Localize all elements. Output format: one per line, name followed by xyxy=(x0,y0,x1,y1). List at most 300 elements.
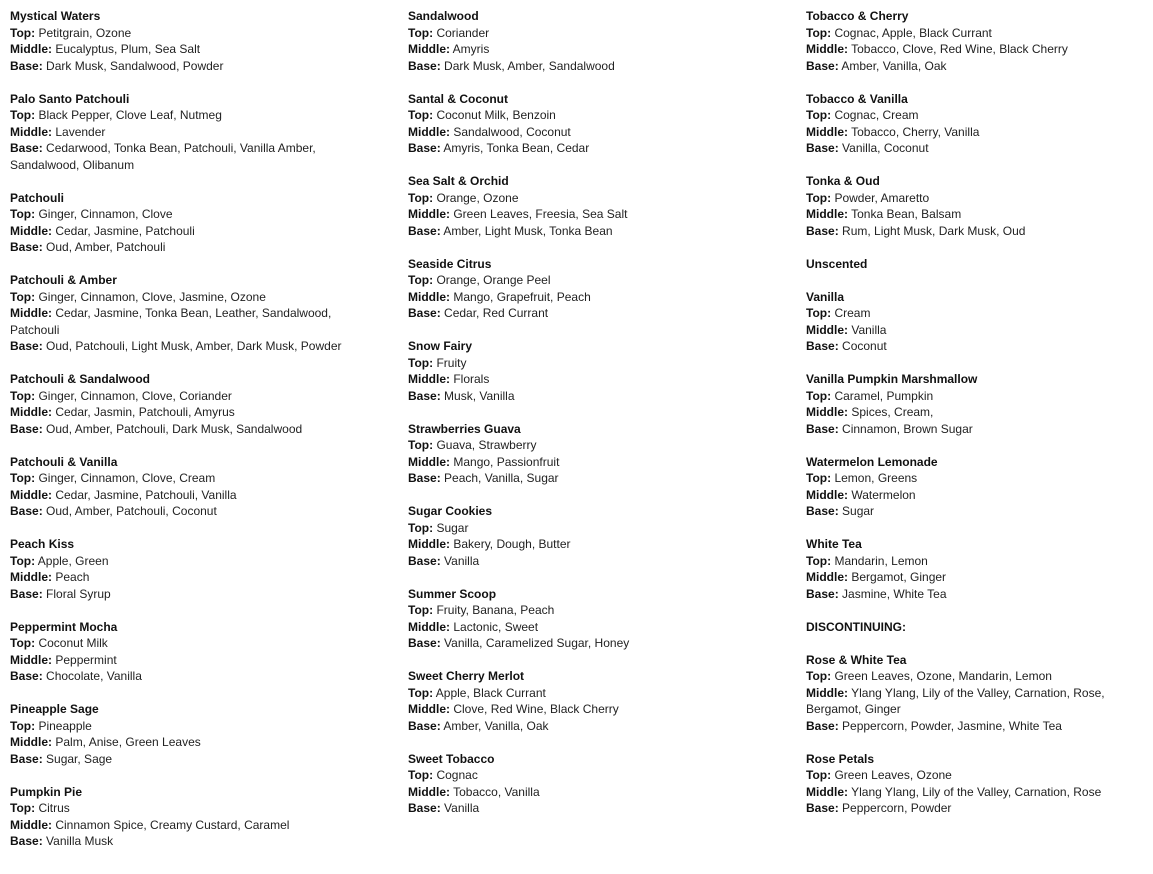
middle-notes-label: Middle: xyxy=(408,454,450,469)
top-notes-line xyxy=(408,107,778,124)
middle-notes-value: Cedar, Jasmine, Patchouli xyxy=(55,223,195,238)
base-notes-label: Base: xyxy=(10,586,43,601)
base-notes-line xyxy=(10,58,370,75)
base-notes-label: Base: xyxy=(408,801,441,815)
base-notes-label: Base: xyxy=(10,504,43,518)
scent-name: Patchouli & Amber xyxy=(10,273,117,287)
middle-notes-value: Mango, Passionfruit xyxy=(453,454,560,469)
base-notes-value: Musk, Vanilla xyxy=(444,388,515,403)
top-notes-line xyxy=(806,668,1146,685)
base-notes-value: Amber, Vanilla, Oak xyxy=(841,58,947,73)
top-notes-value: Mandarin, Lemon xyxy=(834,553,928,568)
top-notes-line xyxy=(10,800,370,817)
base-notes-line xyxy=(806,140,1146,157)
base-notes-line xyxy=(10,586,370,603)
middle-notes-line xyxy=(806,404,1146,421)
scent-name: Pineapple Sage xyxy=(10,702,99,716)
scent-entry xyxy=(806,289,1146,355)
middle-notes-value: Tobacco, Cherry, Vanilla xyxy=(851,124,980,139)
middle-notes-line xyxy=(408,536,778,553)
middle-notes-label: Middle: xyxy=(806,570,848,584)
middle-notes-line xyxy=(408,371,778,388)
middle-notes-value: Clove, Red Wine, Black Cherry xyxy=(453,702,619,716)
scent-name: Mystical Waters xyxy=(10,9,101,23)
top-notes-label: Top: xyxy=(408,520,434,535)
base-notes-line xyxy=(408,718,778,735)
middle-notes-label: Middle: xyxy=(408,372,450,386)
middle-notes-label: Middle: xyxy=(806,207,848,221)
base-notes-label: Base: xyxy=(10,751,43,766)
scent-entry xyxy=(408,586,778,652)
scent-entry xyxy=(10,784,370,850)
scent-name: Rose & White Tea xyxy=(806,652,907,667)
top-notes-value: Cognac, Apple, Black Currant xyxy=(834,25,992,40)
scent-column-1 xyxy=(10,8,370,866)
scent-name: Seaside Citrus xyxy=(408,256,492,271)
middle-notes-label: Middle: xyxy=(10,42,52,56)
top-notes-line xyxy=(806,470,1146,487)
top-notes-line xyxy=(408,520,778,537)
middle-notes-label: Middle: xyxy=(806,42,848,56)
scent-name: Tonka & Oud xyxy=(806,174,880,188)
scent-entry xyxy=(408,8,778,74)
middle-notes-line xyxy=(408,206,778,223)
middle-notes-value: Peppermint xyxy=(55,652,117,667)
scent-name: Sweet Tobacco xyxy=(408,751,495,766)
base-notes-label: Base: xyxy=(806,141,839,155)
base-notes-line xyxy=(408,140,778,157)
base-notes-line xyxy=(408,800,778,817)
top-notes-label: Top: xyxy=(408,355,434,370)
top-notes-value: Ginger, Cinnamon, Clove xyxy=(38,207,173,221)
middle-notes-line xyxy=(10,223,370,240)
base-notes-value: Vanilla Musk xyxy=(46,834,114,848)
base-notes-label: Base: xyxy=(408,58,441,73)
top-notes-value: Fruity, Banana, Peach xyxy=(436,603,555,617)
middle-notes-value: Vanilla xyxy=(851,322,887,337)
middle-notes-label: Middle: xyxy=(10,570,52,584)
top-notes-label: Top: xyxy=(408,603,434,617)
base-notes-value: Vanilla, Coconut xyxy=(842,141,929,155)
middle-notes-value: Tobacco, Vanilla xyxy=(453,784,540,799)
middle-notes-line xyxy=(10,652,370,669)
scent-entry xyxy=(10,536,370,602)
base-notes-value: Oud, Amber, Patchouli, Dark Musk, Sandalwood xyxy=(46,421,303,436)
scent-name: DISCONTINUING: xyxy=(806,619,906,634)
middle-notes-value: Florals xyxy=(453,372,490,386)
top-notes-label: Top: xyxy=(10,636,36,650)
base-notes-value: Peach, Vanilla, Sugar xyxy=(444,471,559,485)
base-notes-value: Jasmine, White Tea xyxy=(842,586,947,601)
base-notes-value: Dark Musk, Sandalwood, Powder xyxy=(46,58,224,73)
middle-notes-line xyxy=(10,817,370,834)
top-notes-label: Top: xyxy=(10,471,36,485)
top-notes-value: Black Pepper, Clove Leaf, Nutmeg xyxy=(38,108,222,122)
scent-entry xyxy=(10,91,370,174)
top-notes-value: Coriander xyxy=(436,25,490,40)
base-notes-line xyxy=(806,421,1146,438)
base-notes-label: Base: xyxy=(408,718,441,733)
top-notes-label: Top: xyxy=(806,25,832,40)
top-notes-line xyxy=(10,107,370,124)
top-notes-value: Ginger, Cinnamon, Clove, Cream xyxy=(38,471,216,485)
scent-name: Pumpkin Pie xyxy=(10,784,83,799)
top-notes-label: Top: xyxy=(10,388,36,403)
top-notes-label: Top: xyxy=(10,801,36,815)
top-notes-value: Orange, Ozone xyxy=(436,190,519,205)
scent-entry xyxy=(806,173,1146,239)
scent-entry xyxy=(806,619,1146,636)
middle-notes-label: Middle: xyxy=(806,784,848,799)
top-notes-label: Top: xyxy=(10,718,36,733)
base-notes-line xyxy=(408,635,778,652)
base-notes-line xyxy=(408,305,778,322)
top-notes-line xyxy=(806,388,1146,405)
scent-entry xyxy=(806,536,1146,602)
base-notes-line xyxy=(10,338,370,355)
top-notes-line xyxy=(806,25,1146,42)
middle-notes-line xyxy=(408,619,778,636)
base-notes-line xyxy=(806,338,1146,355)
middle-notes-value: Eucalyptus, Plum, Sea Salt xyxy=(55,42,201,56)
top-notes-value: Powder, Amaretto xyxy=(834,190,930,205)
base-notes-label: Base: xyxy=(408,553,441,568)
top-notes-label: Top: xyxy=(408,438,434,452)
middle-notes-label: Middle: xyxy=(10,223,52,238)
middle-notes-label: Middle: xyxy=(806,487,848,502)
middle-notes-value: Cinnamon Spice, Creamy Custard, Caramel xyxy=(55,817,290,832)
scent-name: Patchouli & Sandalwood xyxy=(10,372,151,386)
base-notes-label: Base: xyxy=(10,421,43,436)
middle-notes-label: Middle: xyxy=(408,207,450,221)
base-notes-label: Base: xyxy=(806,223,839,238)
base-notes-value: Sugar xyxy=(842,504,875,518)
scent-name: Sea Salt & Orchid xyxy=(408,174,509,188)
middle-notes-value: Lactonic, Sweet xyxy=(453,619,539,634)
top-notes-line xyxy=(408,437,778,454)
middle-notes-line xyxy=(806,784,1146,801)
base-notes-value: Coconut xyxy=(842,339,887,353)
top-notes-label: Top: xyxy=(408,685,434,700)
middle-notes-value: Peach xyxy=(55,570,90,584)
base-notes-line xyxy=(408,223,778,240)
base-notes-line xyxy=(806,223,1146,240)
base-notes-value: Amber, Light Musk, Tonka Bean xyxy=(443,223,613,238)
top-notes-value: Pineapple xyxy=(38,718,92,733)
base-notes-line xyxy=(806,718,1146,735)
middle-notes-label: Middle: xyxy=(10,817,52,832)
scent-entry xyxy=(806,652,1146,735)
top-notes-label: Top: xyxy=(408,190,434,205)
base-notes-label: Base: xyxy=(806,718,839,733)
middle-notes-value: Spices, Cream, xyxy=(851,405,934,419)
base-notes-value: Rum, Light Musk, Dark Musk, Oud xyxy=(842,223,1026,238)
top-notes-label: Top: xyxy=(408,108,434,122)
middle-notes-line xyxy=(408,124,778,141)
base-notes-value: Vanilla xyxy=(444,801,480,815)
middle-notes-value: Cedar, Jasmine, Patchouli, Vanilla xyxy=(55,487,237,502)
base-notes-line xyxy=(10,503,370,520)
base-notes-line xyxy=(806,800,1146,817)
base-notes-value: Dark Musk, Amber, Sandalwood xyxy=(444,58,615,73)
middle-notes-label: Middle: xyxy=(10,405,52,419)
middle-notes-label: Middle: xyxy=(408,537,450,551)
middle-notes-label: Middle: xyxy=(408,42,450,56)
base-notes-value: Vanilla, Caramelized Sugar, Honey xyxy=(444,636,630,650)
middle-notes-value: Ylang Ylang, Lily of the Valley, Carnation, Rose xyxy=(851,784,1102,799)
scent-entry xyxy=(10,8,370,74)
middle-notes-value: Cedar, Jasmine, Tonka Bean, Leather, Sandalwood, Patchouli xyxy=(10,306,332,337)
scent-entry xyxy=(408,338,778,404)
top-notes-line xyxy=(408,602,778,619)
scent-entry xyxy=(806,91,1146,157)
scent-name: Summer Scoop xyxy=(408,586,497,601)
middle-notes-label: Middle: xyxy=(806,124,848,139)
middle-notes-line xyxy=(10,734,370,751)
top-notes-label: Top: xyxy=(806,669,832,683)
scent-name: Santal & Coconut xyxy=(408,91,509,106)
base-notes-value: Cinnamon, Brown Sugar xyxy=(842,421,973,436)
base-notes-label: Base: xyxy=(10,834,43,848)
base-notes-value: Oud, Amber, Patchouli xyxy=(46,240,166,254)
scent-entry xyxy=(806,454,1146,520)
scent-entry xyxy=(806,371,1146,437)
middle-notes-line xyxy=(806,124,1146,141)
middle-notes-line xyxy=(10,404,370,421)
scent-entry xyxy=(806,256,1146,273)
scent-entry xyxy=(10,701,370,767)
top-notes-line xyxy=(10,206,370,223)
middle-notes-value: Palm, Anise, Green Leaves xyxy=(55,735,201,749)
top-notes-line xyxy=(10,470,370,487)
scent-entry xyxy=(10,619,370,685)
base-notes-label: Base: xyxy=(10,240,43,254)
top-notes-label: Top: xyxy=(10,207,36,221)
top-notes-label: Top: xyxy=(408,273,434,287)
top-notes-label: Top: xyxy=(10,25,36,40)
middle-notes-line xyxy=(10,305,370,338)
base-notes-label: Base: xyxy=(806,421,839,436)
top-notes-line xyxy=(10,553,370,570)
scent-name: Palo Santo Patchouli xyxy=(10,91,130,106)
base-notes-line xyxy=(806,58,1146,75)
middle-notes-line xyxy=(806,569,1146,586)
base-notes-value: Amyris, Tonka Bean, Cedar xyxy=(443,141,590,155)
top-notes-value: Apple, Green xyxy=(37,553,109,568)
top-notes-line xyxy=(10,289,370,306)
top-notes-line xyxy=(408,190,778,207)
scent-entry xyxy=(10,190,370,256)
scent-entry xyxy=(408,91,778,157)
base-notes-value: Cedar, Red Currant xyxy=(444,306,549,320)
scent-column-3 xyxy=(806,8,1146,833)
base-notes-label: Base: xyxy=(408,306,441,320)
scent-name: Sugar Cookies xyxy=(408,504,493,518)
top-notes-value: Guava, Strawberry xyxy=(436,438,537,452)
scent-name: Peppermint Mocha xyxy=(10,619,118,634)
base-notes-label: Base: xyxy=(806,339,839,353)
base-notes-value: Peppercorn, Powder xyxy=(842,801,952,815)
scent-name: White Tea xyxy=(806,537,862,551)
top-notes-label: Top: xyxy=(806,190,832,205)
base-notes-line xyxy=(10,421,370,438)
top-notes-label: Top: xyxy=(806,553,832,568)
top-notes-line xyxy=(408,25,778,42)
scent-entry xyxy=(806,8,1146,74)
top-notes-value: Caramel, Pumpkin xyxy=(834,388,934,403)
top-notes-value: Fruity xyxy=(436,355,467,370)
scent-entry xyxy=(10,371,370,437)
base-notes-line xyxy=(10,140,370,173)
base-notes-line xyxy=(408,553,778,570)
scent-name: Patchouli xyxy=(10,190,65,205)
top-notes-value: Ginger, Cinnamon, Clove, Coriander xyxy=(38,388,232,403)
top-notes-line xyxy=(806,767,1146,784)
base-notes-label: Base: xyxy=(408,141,441,155)
base-notes-value: Peppercorn, Powder, Jasmine, White Tea xyxy=(842,718,1062,733)
middle-notes-value: Amyris xyxy=(452,42,490,56)
middle-notes-line xyxy=(408,454,778,471)
top-notes-value: Cognac, Cream xyxy=(834,108,919,122)
middle-notes-value: Tobacco, Clove, Red Wine, Black Cherry xyxy=(851,42,1068,56)
top-notes-value: Citrus xyxy=(38,801,70,815)
middle-notes-label: Middle: xyxy=(10,124,52,139)
middle-notes-label: Middle: xyxy=(408,289,450,304)
top-notes-line xyxy=(408,685,778,702)
scent-entry xyxy=(408,421,778,487)
middle-notes-line xyxy=(806,487,1146,504)
scent-entry xyxy=(408,668,778,734)
base-notes-value: Vanilla xyxy=(444,553,480,568)
top-notes-line xyxy=(806,305,1146,322)
base-notes-label: Base: xyxy=(806,801,839,815)
base-notes-line xyxy=(10,833,370,850)
base-notes-line xyxy=(408,58,778,75)
middle-notes-line xyxy=(408,701,778,718)
scent-name: Vanilla Pumpkin Marshmallow xyxy=(806,372,978,386)
top-notes-value: Coconut Milk, Benzoin xyxy=(436,108,556,122)
top-notes-line xyxy=(10,388,370,405)
base-notes-label: Base: xyxy=(408,223,441,238)
base-notes-line xyxy=(806,503,1146,520)
middle-notes-value: Bergamot, Ginger xyxy=(851,570,947,584)
top-notes-value: Apple, Black Currant xyxy=(435,685,546,700)
base-notes-label: Base: xyxy=(10,669,43,683)
top-notes-line xyxy=(806,553,1146,570)
scent-name: Sweet Cherry Merlot xyxy=(408,669,525,683)
middle-notes-line xyxy=(806,41,1146,58)
middle-notes-line xyxy=(10,41,370,58)
middle-notes-label: Middle: xyxy=(408,784,450,799)
scent-name: Peach Kiss xyxy=(10,537,75,551)
base-notes-line xyxy=(10,239,370,256)
top-notes-value: Sugar xyxy=(436,520,469,535)
top-notes-label: Top: xyxy=(10,108,36,122)
base-notes-value: Chocolate, Vanilla xyxy=(46,669,142,683)
base-notes-line xyxy=(806,586,1146,603)
middle-notes-value: Bakery, Dough, Butter xyxy=(453,537,571,551)
top-notes-line xyxy=(806,190,1146,207)
base-notes-label: Base: xyxy=(10,339,43,353)
top-notes-value: Green Leaves, Ozone xyxy=(834,768,952,782)
top-notes-value: Cognac xyxy=(436,768,478,782)
scent-name: Watermelon Lemonade xyxy=(806,454,938,469)
base-notes-line xyxy=(408,388,778,405)
top-notes-value: Orange, Orange Peel xyxy=(436,273,551,287)
top-notes-value: Ginger, Cinnamon, Clove, Jasmine, Ozone xyxy=(38,289,266,304)
scent-name: Vanilla xyxy=(806,289,845,304)
top-notes-label: Top: xyxy=(408,25,434,40)
base-notes-value: Cedarwood, Tonka Bean, Patchouli, Vanilla Amber, Sandalwood, Olibanum xyxy=(10,141,316,172)
middle-notes-label: Middle: xyxy=(10,652,52,667)
middle-notes-label: Middle: xyxy=(806,405,848,419)
top-notes-line xyxy=(408,355,778,372)
middle-notes-label: Middle: xyxy=(806,322,848,337)
base-notes-label: Base: xyxy=(408,471,441,485)
middle-notes-value: Mango, Grapefruit, Peach xyxy=(453,289,591,304)
base-notes-label: Base: xyxy=(10,141,43,155)
base-notes-value: Oud, Patchouli, Light Musk, Amber, Dark Musk, Powder xyxy=(46,339,342,353)
top-notes-value: Coconut Milk xyxy=(38,636,108,650)
scent-entry xyxy=(408,503,778,569)
top-notes-line xyxy=(10,25,370,42)
middle-notes-label: Middle: xyxy=(10,735,52,749)
base-notes-label: Base: xyxy=(806,586,839,601)
top-notes-line xyxy=(10,635,370,652)
middle-notes-value: Sandalwood, Coconut xyxy=(453,124,571,139)
scent-name: Unscented xyxy=(806,256,868,271)
top-notes-label: Top: xyxy=(806,108,832,122)
middle-notes-line xyxy=(408,41,778,58)
middle-notes-line xyxy=(10,569,370,586)
top-notes-label: Top: xyxy=(806,388,832,403)
top-notes-line xyxy=(10,718,370,735)
middle-notes-label: Middle: xyxy=(408,702,450,716)
middle-notes-line xyxy=(408,784,778,801)
scent-entry xyxy=(408,256,778,322)
scent-entry xyxy=(408,751,778,817)
top-notes-value: Cream xyxy=(834,306,871,320)
top-notes-line xyxy=(806,107,1146,124)
base-notes-value: Amber, Vanilla, Oak xyxy=(443,718,549,733)
top-notes-label: Top: xyxy=(408,768,434,782)
top-notes-label: Top: xyxy=(806,471,832,485)
top-notes-value: Petitgrain, Ozone xyxy=(38,25,132,40)
base-notes-label: Base: xyxy=(806,58,839,73)
middle-notes-line xyxy=(806,322,1146,339)
scent-entry xyxy=(10,272,370,355)
base-notes-label: Base: xyxy=(408,636,441,650)
middle-notes-label: Middle: xyxy=(10,306,52,320)
base-notes-label: Base: xyxy=(10,58,43,73)
top-notes-label: Top: xyxy=(10,553,36,568)
middle-notes-line xyxy=(10,487,370,504)
middle-notes-line xyxy=(10,124,370,141)
scent-name: Sandalwood xyxy=(408,9,479,23)
top-notes-label: Top: xyxy=(806,768,832,782)
top-notes-value: Green Leaves, Ozone, Mandarin, Lemon xyxy=(834,669,1052,683)
middle-notes-label: Middle: xyxy=(806,685,848,700)
top-notes-line xyxy=(408,272,778,289)
middle-notes-value: Tonka Bean, Balsam xyxy=(851,207,962,221)
scent-name: Tobacco & Vanilla xyxy=(806,91,908,106)
middle-notes-label: Middle: xyxy=(408,619,450,634)
middle-notes-line xyxy=(806,685,1146,718)
top-notes-label: Top: xyxy=(10,289,36,304)
base-notes-line xyxy=(10,751,370,768)
top-notes-value: Lemon, Greens xyxy=(834,471,918,485)
base-notes-value: Floral Syrup xyxy=(46,586,111,601)
